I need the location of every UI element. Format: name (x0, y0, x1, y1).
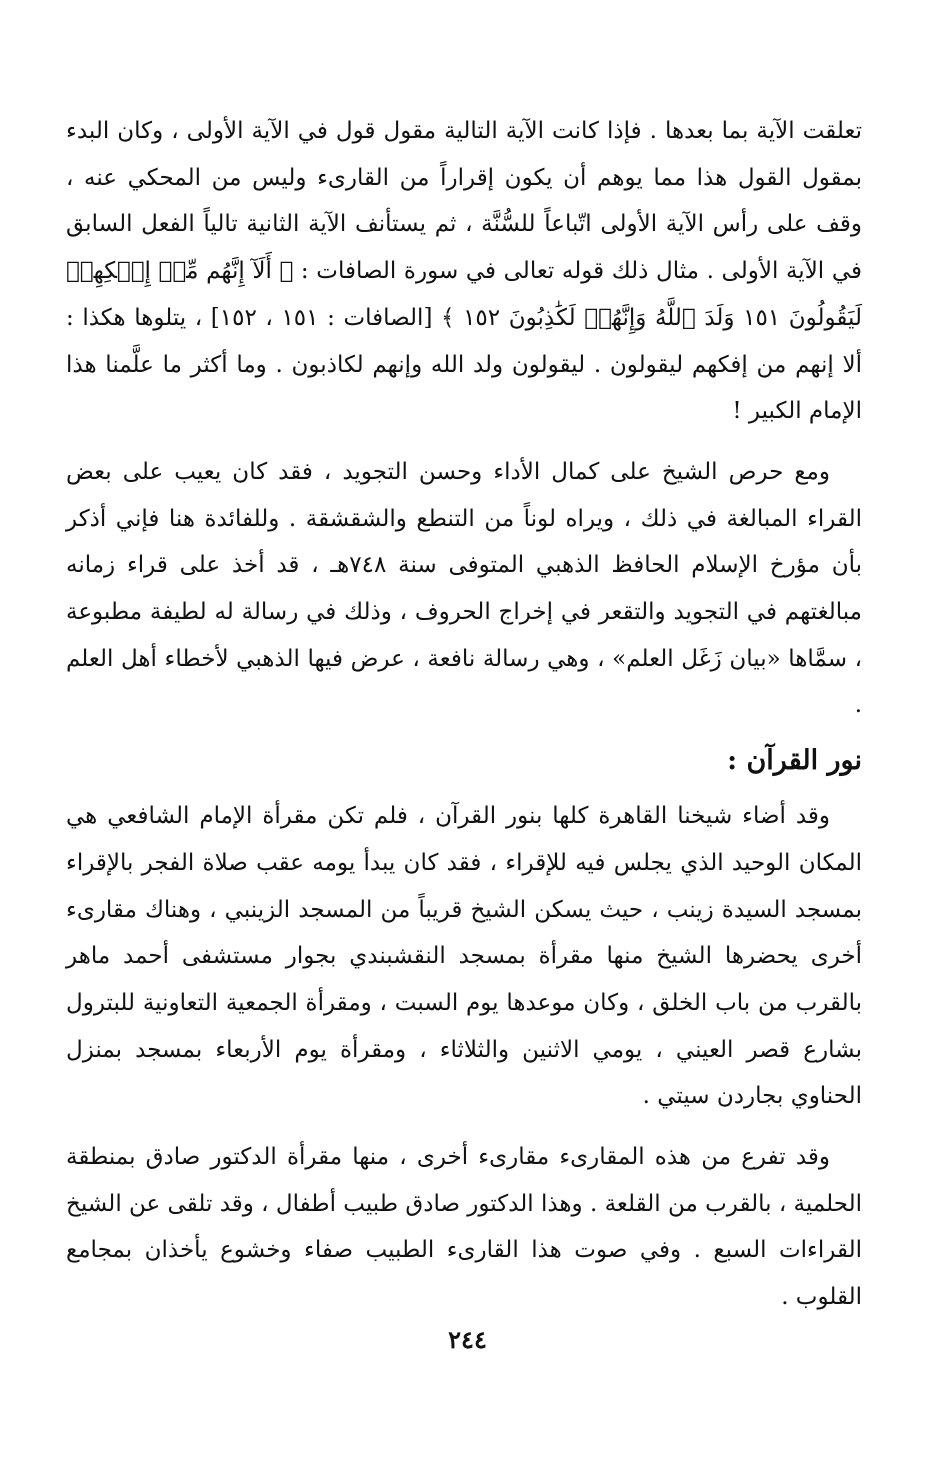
paragraph-gap (66, 435, 862, 449)
paragraph-2: ومع حرص الشيخ على كمال الأداء وحسن التجويد ، فقد كان يعيب على بعض القراء المبالغة في ذلك ، ويراه لوناً من التنطع والشقشقة . وللفائدة هنا فإني أذكر بأن مؤرخ الإسلام الحافظ الذهبي المتوفى سنة ٧٤٨هـ ، قد أخذ على قراء زمانه مبالغتهم في التجويد والتقعر في إخراج الحروف ، وذلك في رسالة له لطيفة مطبوعة ، سمَّاها «بيان زَغَل العلم» ، وهي رسالة نافعة ، عرض فيها الذهبي لأخطاء أهل العلم . (66, 458, 862, 719)
page-number: ٢٤٤ (448, 1325, 487, 1354)
paragraph-3: وقد أضاء شيخنا القاهرة كلها بنور القرآن ، فلم تكن مقرأة الإمام الشافعي هي المكان الوحيد الذي يجلس فيه للإقراء ، فقد كان يبدأ يومه عقب صلاة الفجر بالإقراء بمسجد السيدة زينب ، حيث يسكن الشيخ قريباً من المسجد الزينبي ، وهناك مقارىء أخرى يحضرها الشيخ منها مقرأة بمسجد النقشبندي بجوار مستشفى أحمد ماهر بالقرب من باب الخلق ، وكان موعدها يوم السبت ، ومقرأة الجمعية التعاونية للبترول بشارع قصر العيني ، يومي الاثنين والثلاثاء ، ومقرأة يوم الأربعاء بمسجد بمنزل الحناوي بجاردن سيتي . (66, 803, 862, 1110)
section-heading: نور القرآن : (727, 745, 862, 777)
paragraph-gap (66, 1120, 862, 1134)
page-body (66, 108, 862, 1321)
paragraph-1: تعلقت الآية بما بعدها . فإذا كانت الآية التالية مقول قول في الآية الأولى ، وكان البدء بمقول القول هذا مما يوهم أن يكون إقراراً من القارىء وليس من المحكي عنه ، وقف على رأس الآية الأولى اتّباعاً للسُّنَّة ، ثم يستأنف الآية الثانية تالياً الفعل السابق في الآية الأولى . مثال ذلك قوله تعالى في سورة الصافات : ﴿ أَلَآ إِنَّهُم مِّنۡ إِفۡكِهِمۡ لَيَقُولُونَ ١٥١ وَلَدَ ٱللَّهُ وَإِنَّهُمۡ لَكَٰذِبُونَ ١٥٢ ﴾ [الصافات : ١٥١ ، ١٥٢] ، يتلوها هكذا : ألا إنهم من إفكهم ليقولون . ليقولون ولد الله وإنهم لكاذبون . وما أكثر ما علَّمنا هذا الإمام الكبير ! (66, 118, 862, 425)
paragraph-4: وقد تفرع من هذه المقارىء مقارىء أخرى ، منها مقرأة الدكتور صادق بمنطقة الحلمية ، بالقرب من القلعة . وهذا الدكتور صادق طبيب أطفال ، وقد تلقى عن الشيخ القراءات السبع . وفي صوت هذا القارىء الطبيب صفاء وخشوع يأخذان بمجامع القلوب . (66, 1144, 862, 1311)
